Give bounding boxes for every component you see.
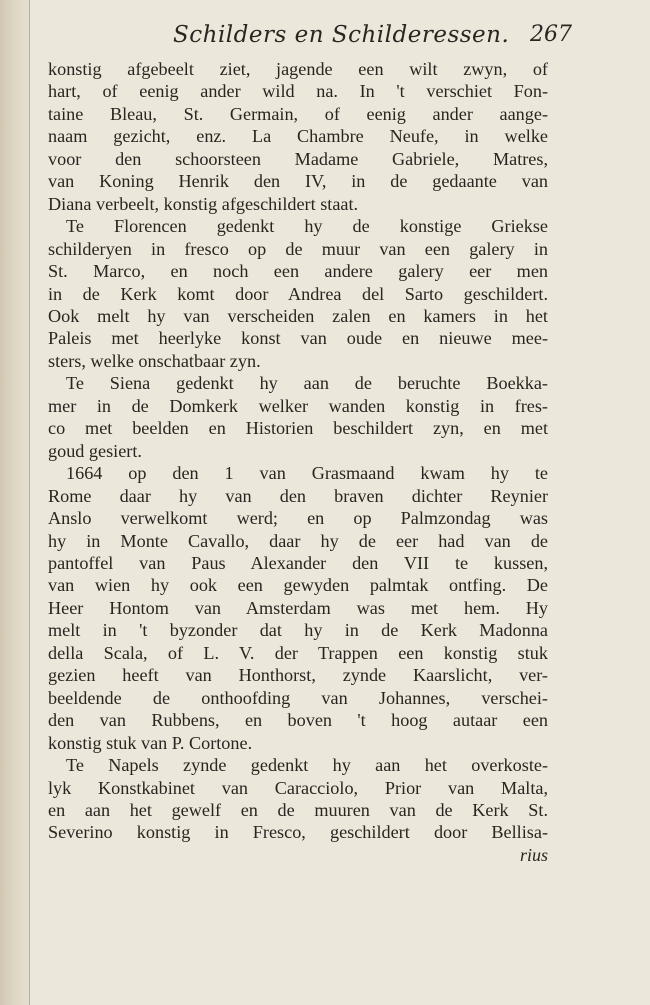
text-line: voor den schoorsteen Madame Gabriele, Matres, (48, 148, 548, 169)
binding-gutter (0, 0, 30, 1005)
text-line: Ook melt hy van verscheiden zalen en kamers in het (48, 305, 548, 326)
text-line: Heer Hontom van Amsterdam was met hem. Hy (48, 597, 548, 618)
text-line: Rome daar hy van den braven dichter Reynier (48, 485, 548, 506)
running-head-title: Schilders en Schilderessen. (173, 22, 510, 48)
text-line: den van Rubbens, en boven 't hoog autaar een (48, 710, 548, 731)
text-line: 1664 op den 1 van Grasmaand kwam hy te (66, 463, 548, 484)
text-line: pantoffel van Paus Alexander den VII te kussen, (48, 552, 548, 573)
catchword: rius (519, 844, 548, 865)
text-line: beeldende de onthoofding van Johannes, verschei- (48, 687, 548, 708)
text-line: en aan het gewelf en de muuren van de Kerk St. (48, 799, 548, 820)
text-line: van wien hy ook een gewyden palmtak ontfing. De (48, 575, 548, 596)
text-line: naam gezicht, enz. La Chambre Neufe, in welke (48, 126, 548, 147)
text-line: in de Kerk komt door Andrea del Sarto geschildert. (48, 283, 548, 304)
text-line: Te Siena gedenkt hy aan de beruchte Boekka- (66, 373, 548, 394)
text-line: Te Napels zynde gedenkt hy aan het overkoste- (66, 755, 548, 776)
text-line: Te Florencen gedenkt hy de konstige Griekse (66, 216, 548, 237)
text-line: gezien heeft van Honthorst, zynde Kaarslicht, ver- (48, 665, 548, 686)
text-line: Paleis met heerlyke konst van oude en nieuwe mee- (48, 328, 548, 349)
text-line: Anslo verwelkomt werd; en op Palmzondag was (48, 508, 548, 529)
text-line: hy in Monte Cavallo, daar hy de eer had van de (48, 530, 548, 551)
text-line: konstig stuk van P. Cortone. (48, 732, 253, 753)
text-line: goud gesiert. (48, 440, 142, 461)
text-line: sters, welke onschatbaar zyn. (48, 350, 261, 371)
text-line: schilderyen in fresco op de muur van een galery in (48, 238, 548, 259)
text-line: co met beelden en Historien beschildert zyn, en met (48, 418, 548, 439)
text-line: konstig afgebeelt ziet, jagende een wilt zwyn, of (48, 59, 548, 79)
text-line: St. Marco, en noch een andere galery eer men (48, 261, 548, 282)
running-head (48, 22, 572, 56)
text-line: lyk Konstkabinet van Caracciolo, Prior van Malta, (48, 777, 548, 798)
text-line: taine Bleau, St. Germain, of eenig ander aange- (48, 103, 548, 124)
text-line: hart, of eenig ander wild na. In 't verschiet Fon- (48, 81, 548, 102)
book-page (48, 22, 572, 866)
text-line: van Koning Henrik den IV, in de gedaante van (48, 171, 548, 192)
text-line: Diana verbeelt, konstig afgeschildert staat. (48, 193, 359, 214)
text-line: Severino konstig in Fresco, geschildert door Bellisa- (48, 822, 548, 843)
page-number: 267 (530, 22, 572, 47)
text-line: melt in 't byzonder dat hy in de Kerk Madonna (48, 620, 548, 641)
text-line: della Scala, of L. V. der Trappen een konstig stuk (48, 642, 548, 663)
body-text (48, 58, 548, 844)
gutter-edge (29, 0, 30, 1005)
text-line: mer in de Domkerk welker wanden konstig in fres- (48, 395, 548, 416)
